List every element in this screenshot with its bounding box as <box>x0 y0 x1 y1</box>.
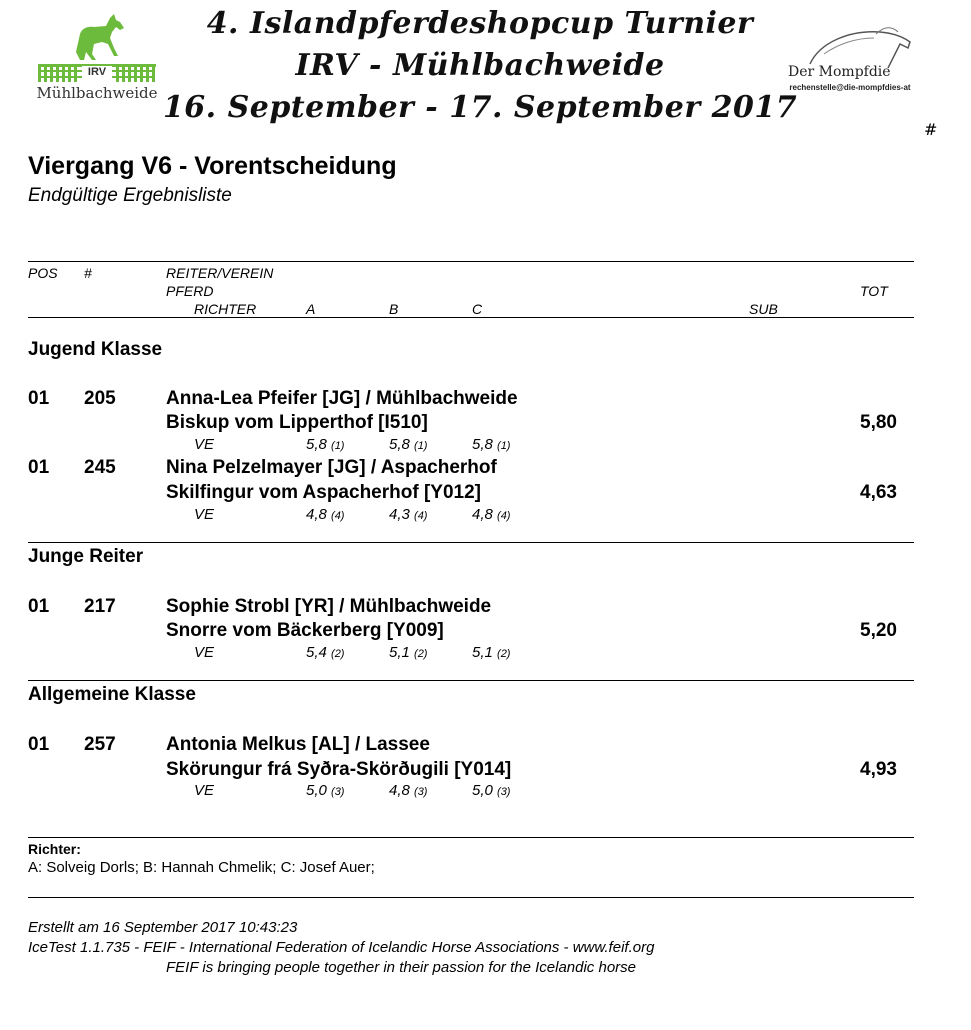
entry-num: 257 <box>84 734 116 755</box>
score-a <box>306 436 344 453</box>
score-value: 4,8 <box>389 782 410 799</box>
entry-num: 245 <box>84 457 116 478</box>
score-c <box>472 436 510 453</box>
score-value: 5,1 <box>389 644 410 661</box>
col-horse: PFERD <box>166 283 214 299</box>
score-a <box>306 644 344 661</box>
score-rank: (3) <box>497 786 511 798</box>
score-value: 5,0 <box>472 782 493 799</box>
col-tot: TOT <box>860 283 888 299</box>
event-dates: 16. September - 17. September 2017 <box>162 90 798 125</box>
col-sub: SUB <box>749 301 778 317</box>
corner-mark: # <box>924 120 938 139</box>
entry-rider: Antonia Melkus [AL] / Lassee <box>166 734 430 755</box>
col-c: C <box>472 301 483 317</box>
score-rank: (4) <box>331 510 345 522</box>
entry-horse: Biskup vom Lipperthof [I510] <box>166 412 428 433</box>
score-rank: (2) <box>414 648 428 660</box>
entry-horse: Snorre vom Bäckerberg [Y009] <box>166 620 444 641</box>
score-rank: (2) <box>331 648 345 660</box>
score-rank: (1) <box>414 440 428 452</box>
score-b <box>389 782 427 799</box>
entry-judge: VE <box>194 644 215 661</box>
score-rank: (3) <box>331 786 345 798</box>
entry-tot: 4,63 <box>860 482 897 503</box>
score-value: 4,3 <box>389 506 410 523</box>
entry-pos: 01 <box>28 457 50 478</box>
col-a: A <box>306 301 316 317</box>
score-b <box>389 506 427 523</box>
entry-judge: VE <box>194 506 215 523</box>
score-c <box>472 506 510 523</box>
score-a <box>306 506 344 523</box>
score-value: 5,4 <box>306 644 327 661</box>
header-top-rule <box>28 261 914 262</box>
entry-rider: Nina Pelzelmayer [JG] / Aspacherhof <box>166 457 497 478</box>
score-a <box>306 782 344 799</box>
score-rank: (1) <box>331 440 345 452</box>
competition-title: Viergang V6 - Vorentscheidung <box>28 152 397 180</box>
judges-list: A: Solveig Dorls; B: Hannah Chmelik; C: Josef Auer; <box>28 859 375 876</box>
score-value: 5,8 <box>389 436 410 453</box>
entry-judge: VE <box>194 782 215 799</box>
section-title: Jugend Klasse <box>28 339 163 360</box>
entry-num: 205 <box>84 388 116 409</box>
score-value: 5,8 <box>472 436 493 453</box>
section-divider <box>28 680 914 681</box>
entry-pos: 01 <box>28 388 50 409</box>
entry-rider: Sophie Strobl [YR] / Mühlbachweide <box>166 596 492 617</box>
col-rider: REITER/VEREIN <box>166 265 274 281</box>
entry-num: 217 <box>84 596 116 617</box>
left-logo-name: Mühlbachweide <box>36 84 158 102</box>
header-bottom-rule <box>28 317 914 318</box>
col-num: # <box>84 265 92 281</box>
event-title-line1: 4. Islandpferdeshopcup Turnier <box>206 6 754 41</box>
score-c <box>472 644 510 661</box>
entry-pos: 01 <box>28 596 50 617</box>
created-timestamp: Erstellt am 16 September 2017 10:43:23 <box>28 919 298 936</box>
entry-rider: Anna-Lea Pfeifer [JG] / Mühlbachweide <box>166 388 518 409</box>
col-pos: POS <box>28 265 58 281</box>
score-rank: (1) <box>497 440 511 452</box>
col-b: B <box>389 301 399 317</box>
score-value: 4,8 <box>472 506 493 523</box>
left-logo-badge: IRV <box>82 66 112 78</box>
score-rank: (4) <box>497 510 511 522</box>
section-title: Junge Reiter <box>28 546 144 567</box>
score-value: 5,0 <box>306 782 327 799</box>
entry-tot: 4,93 <box>860 759 897 780</box>
score-b <box>389 644 427 661</box>
judges-rule <box>28 837 914 838</box>
entry-tot: 5,80 <box>860 412 897 433</box>
entry-judge: VE <box>194 436 215 453</box>
right-logo <box>780 24 920 96</box>
event-title-line2: IRV - Mühlbachweide <box>295 48 665 83</box>
score-rank: (2) <box>497 648 511 660</box>
score-value: 5,8 <box>306 436 327 453</box>
right-logo-email: rechenstelle@die-mompfdies-at <box>789 83 911 92</box>
feif-motto: FEIF is bringing people together in their passion for the Icelandic horse <box>166 959 636 976</box>
right-logo-name: Der Mompfdie <box>788 64 891 80</box>
section-divider <box>28 542 914 543</box>
score-rank: (4) <box>414 510 428 522</box>
col-judge: RICHTER <box>194 301 257 317</box>
software-credit: IceTest 1.1.735 - FEIF - International Federation of Icelandic Horse Associations - www.feif.org <box>28 939 655 956</box>
score-rank: (3) <box>414 786 428 798</box>
score-c <box>472 782 510 799</box>
entry-pos: 01 <box>28 734 50 755</box>
entry-horse: Skörungur frá Syðra-Skörðugili [Y014] <box>166 759 512 780</box>
entry-tot: 5,20 <box>860 620 897 641</box>
score-b <box>389 436 427 453</box>
score-value: 5,1 <box>472 644 493 661</box>
footer-rule <box>28 897 914 898</box>
judges-label: Richter: <box>28 841 81 857</box>
section-title: Allgemeine Klasse <box>28 684 196 705</box>
entry-horse: Skilfingur vom Aspacherhof [Y012] <box>166 482 481 503</box>
score-value: 4,8 <box>306 506 327 523</box>
competition-subtitle: Endgültige Ergebnisliste <box>28 185 232 206</box>
